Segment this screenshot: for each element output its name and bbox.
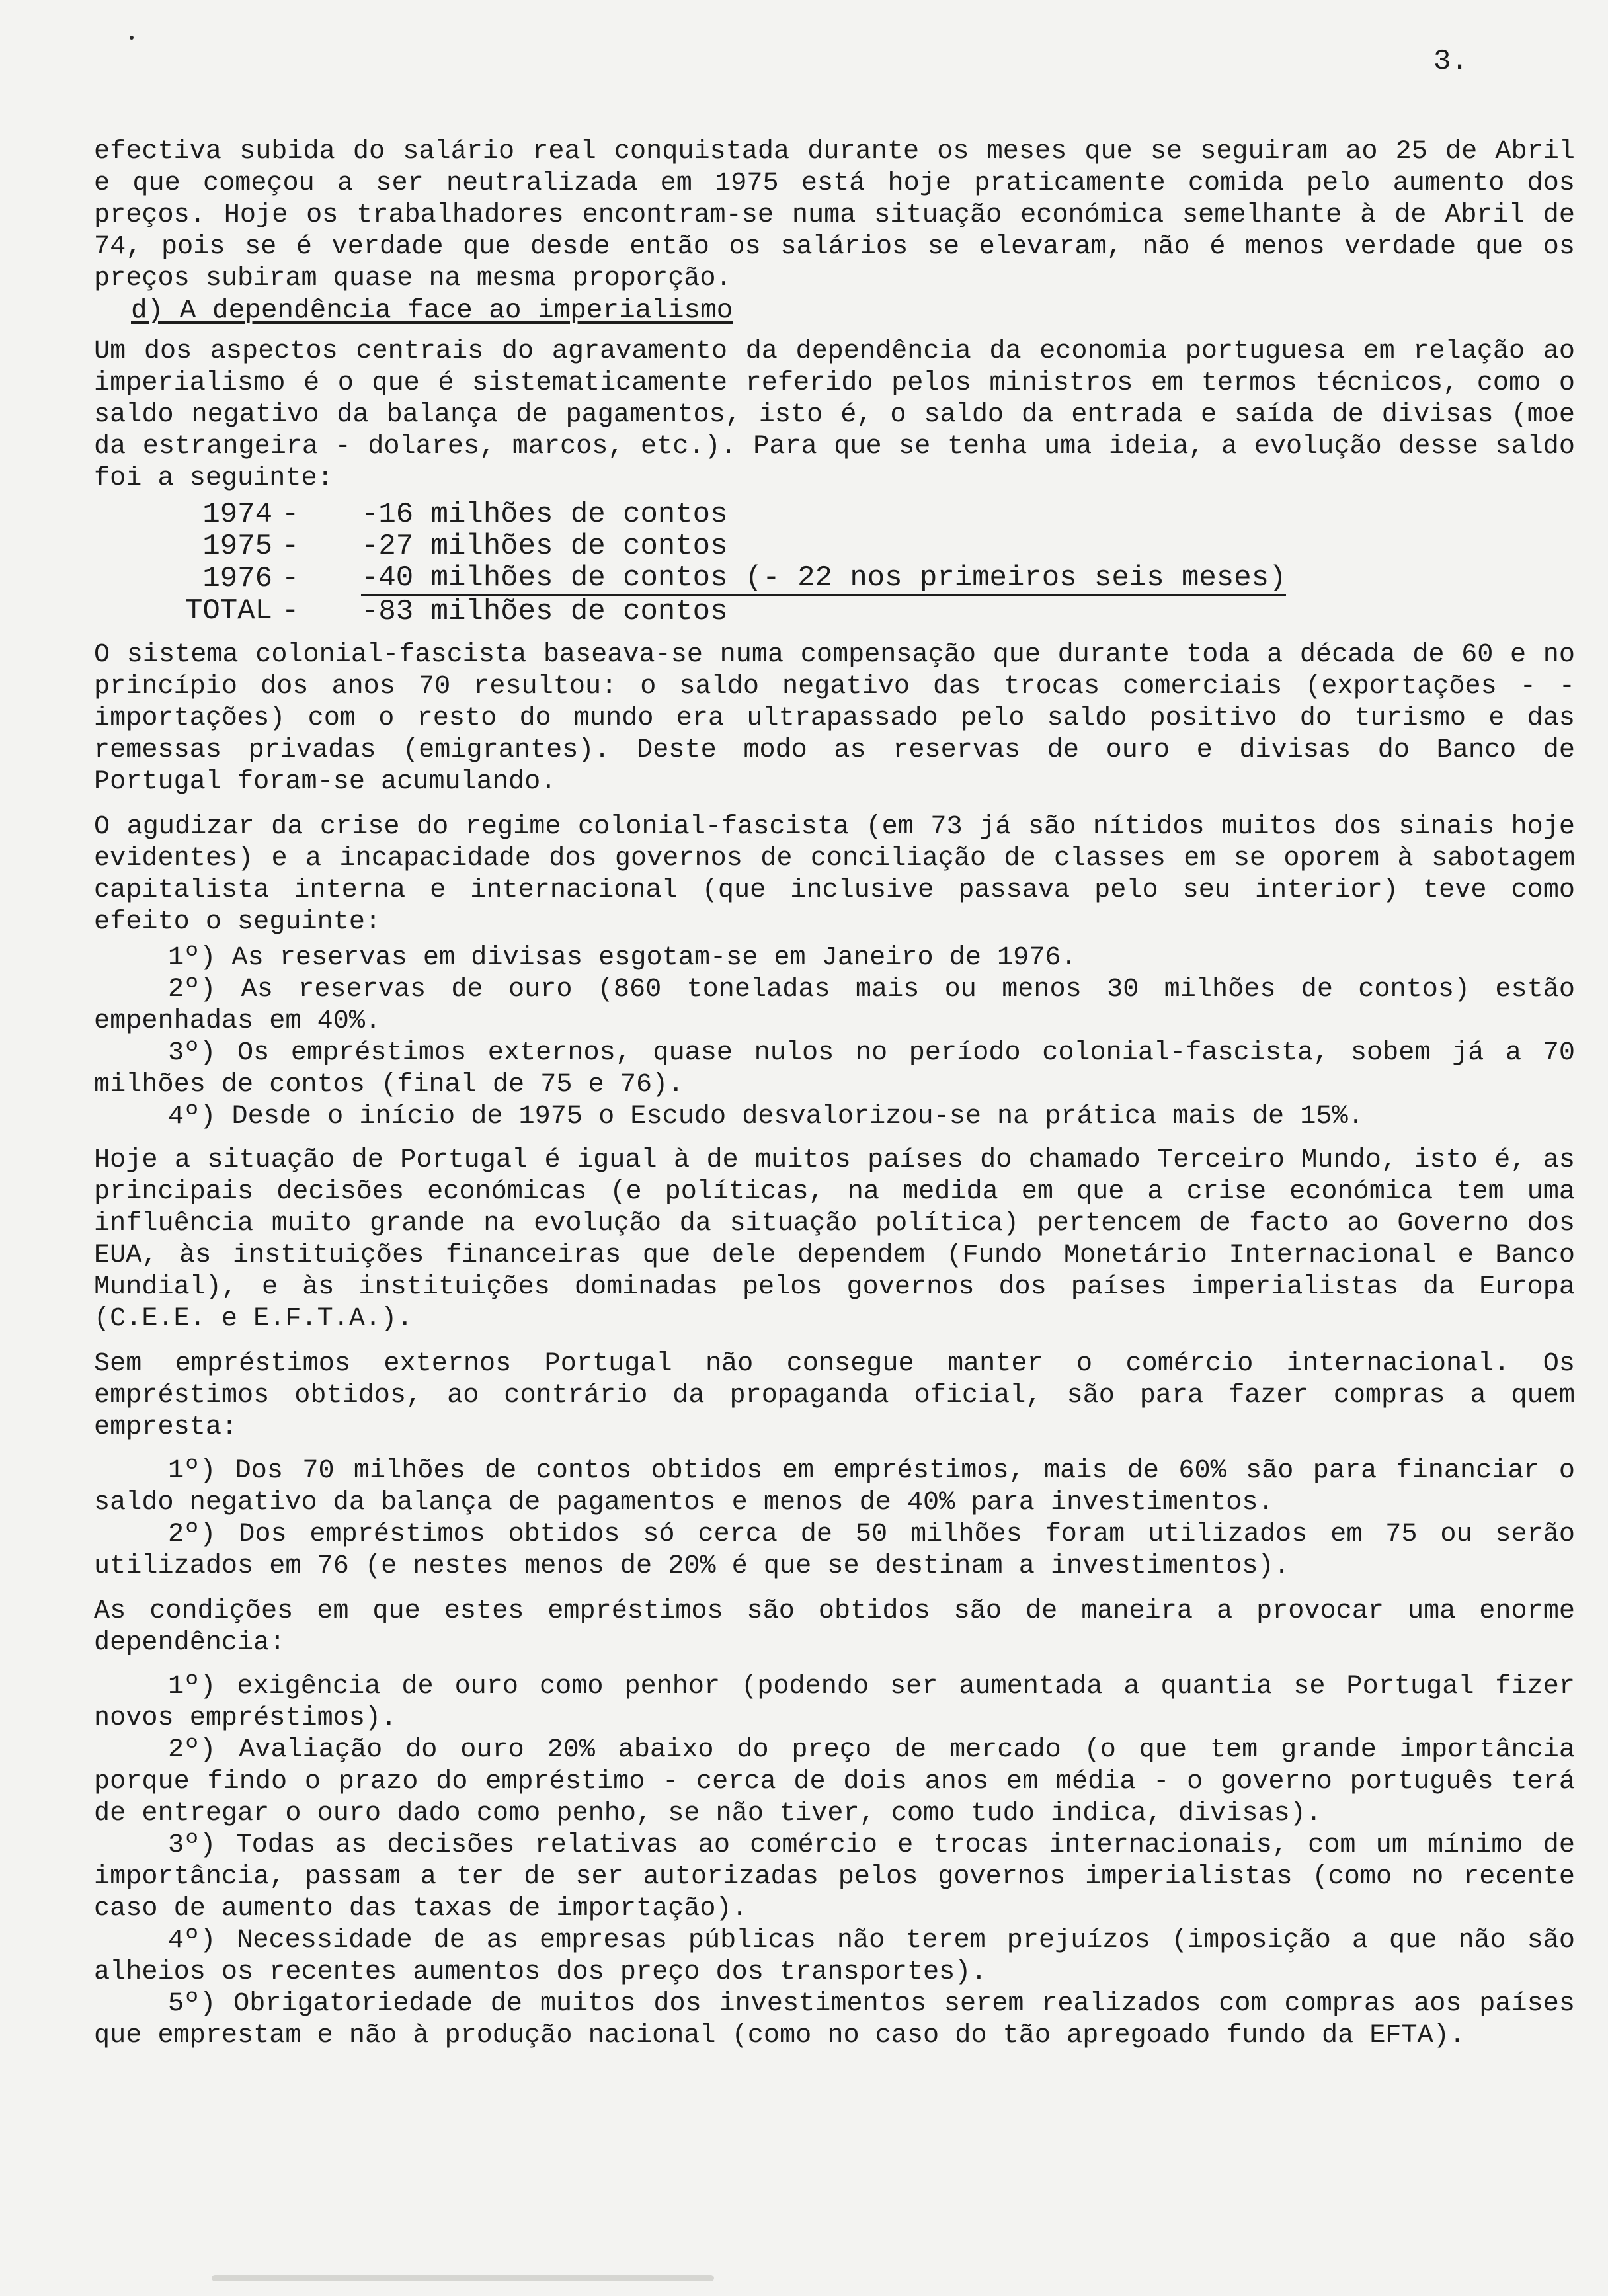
section-heading <box>94 295 1575 327</box>
list-item: 5º) Obrigatoriedade de muitos dos investimentos serem realizados com compras aos países que emprestam e não à produção nacional (como no caso do tão apregoado fundo da EFTA). <box>94 1989 1575 2051</box>
separator-cell: - <box>282 561 300 595</box>
document-body <box>94 136 1575 2052</box>
loans-list <box>94 1456 1575 1582</box>
list-item: 1º) Dos 70 milhões de contos obtidos em empréstimos, mais de 60% são para financiar o saldo negativo da balança de pagamentos e menos de 40% para investimentos. <box>94 1456 1575 1518</box>
value-cell: -40 milhões de contos (- 22 nos primeiros seis meses) <box>361 561 1287 594</box>
balance-table <box>147 499 1286 628</box>
list-item: 3º) Os empréstimos externos, quase nulos no período colonial-fascista, sobem já a 70 milhões de contos (final de 75 e 76). <box>94 1038 1575 1100</box>
list-item: 2º) Avaliação do ouro 20% abaixo do preço de mercado (o que tem grande importância porque findo o prazo do empréstimo - cerca de dois anos em média - o governo português terá de entregar o ouro dado como penho, se não tiver, como tudo indica, divisas). <box>94 1735 1575 1828</box>
year-cell: 1976 <box>202 561 272 595</box>
paragraph-crisis: O agudizar da crise do regime colonial-fascista (em 73 já são nítidos muitos dos sinais hoje evidentes) e a incapacidade dos governos de conciliação de classes em se oporem à sabotagem capitalista interna e internacional (que inclusive passava pelo seu interior) teve como efeito o seguinte: <box>94 812 1575 937</box>
paragraph-colonial-system: O sistema colonial-fascista baseava-se numa compensação que durante toda a década de 60 e no princípio dos anos 70 resultou: o saldo negativo das trocas comerciais (exportações - - importações) com o resto do mundo era ultrapassado pelo saldo positivo do turismo e das remessas privadas (emigrantes). Deste modo as reservas de ouro e divisas do Banco de Portugal foram-se acumulando. <box>94 640 1575 797</box>
year-cell: TOTAL <box>184 594 272 628</box>
table-row <box>147 499 1286 530</box>
value-cell: -27 milhões de contos <box>361 530 728 563</box>
list-item: 4º) Necessidade de as empresas públicas não terem prejuízos (imposição a que não são alheios os recentes aumentos dos preço dos transportes). <box>94 1926 1575 1987</box>
scan-smudge <box>212 2275 714 2281</box>
ink-speck <box>130 36 134 40</box>
year-cell: 1974 <box>202 498 272 531</box>
list-item: 3º) Todas as decisões relativas ao comércio e trocas internacionais, com um mínimo de importância, passam a ter de ser autorizadas pelos governos imperialistas (como no recente caso de aumento das taxas de importação). <box>94 1830 1575 1924</box>
year-cell: 1975 <box>202 530 272 563</box>
paragraph-dependence: Um dos aspectos centrais do agravamento da dependência da economia portuguesa em relação ao imperialismo é o que é sistematicamente referido pelos ministros em termos técnicos, como o saldo negativo da balança de pagamentos, isto é, o saldo da entrada e saída de divisas (moe da estrangeira - dolares, marcos, etc.). Para que se tenha uma ideia, a evolução desse saldo foi a seguinte: <box>94 337 1575 493</box>
conditions-list <box>94 1671 1575 2052</box>
value-cell: -83 milhões de contos <box>361 595 728 628</box>
list-item: 2º) Dos empréstimos obtidos só cerca de 50 milhões foram utilizados em 75 ou serão utilizados em 76 (e nestes menos de 20% é que se destinam a investimentos). <box>94 1520 1575 1581</box>
paragraph-loans: Sem empréstimos externos Portugal não consegue manter o comércio internacional. Os empréstimos obtidos, ao contrário da propaganda oficial, são para fazer compras a quem empresta: <box>94 1349 1575 1442</box>
paragraph-wages: efectiva subida do salário real conquistada durante os meses que se seguiram ao 25 de Abril e que começou a ser neutralizada em 1975 está hoje praticamente comida pelo aumento dos preços. Hoje os trabalhadores encontram-se numa situação económica semelhante à de Abril de 74, pois se é verdade que desde então os salários se elevaram, não é menos verdade que os preços subiram quase na mesma proporção. <box>94 137 1575 294</box>
paragraph-third-world: Hoje a situação de Portugal é igual à de muitos países do chamado Terceiro Mundo, isto é, as principais decisões económicas (e políticas, na medida em que a crise económica tem uma influência muito grande na evolução da situação política) pertencem de facto ao Governo dos EUA, às instituições financeiras que dele dependem (Fundo Monetário Internacional e Banco Mundial), e às instituições dominadas pelos governos dos países imperialistas da Europa (C.E.E. e E.F.T.A.). <box>94 1145 1575 1334</box>
section-heading-text: d) A dependência face ao imperialismo <box>131 296 733 326</box>
table-row <box>147 595 1286 628</box>
effects-list <box>94 942 1575 1133</box>
list-item: 1º) exigência de ouro como penhor (podendo ser aumentada a quantia se Portugal fizer novos empréstimos). <box>94 1672 1575 1733</box>
list-item: 4º) Desde o início de 1975 o Escudo desvalorizou-se na prática mais de 15%. <box>168 1102 1364 1131</box>
separator-cell: - <box>282 498 300 531</box>
separator-cell: - <box>282 594 300 628</box>
separator-cell: - <box>282 530 300 563</box>
table-row <box>147 562 1286 595</box>
page-number: 3. <box>1433 45 1468 78</box>
list-item: 1º) As reservas em divisas esgotam-se em Janeiro de 1976. <box>168 943 1077 973</box>
list-item: 2º) As reservas de ouro (860 toneladas mais ou menos 30 milhões de contos) estão empenhadas em 40%. <box>94 975 1575 1036</box>
value-cell: -16 milhões de contos <box>361 498 728 531</box>
table-row <box>147 530 1286 562</box>
paragraph-conditions: As condições em que estes empréstimos são obtidos são de maneira a provocar uma enorme dependência: <box>94 1596 1575 1658</box>
